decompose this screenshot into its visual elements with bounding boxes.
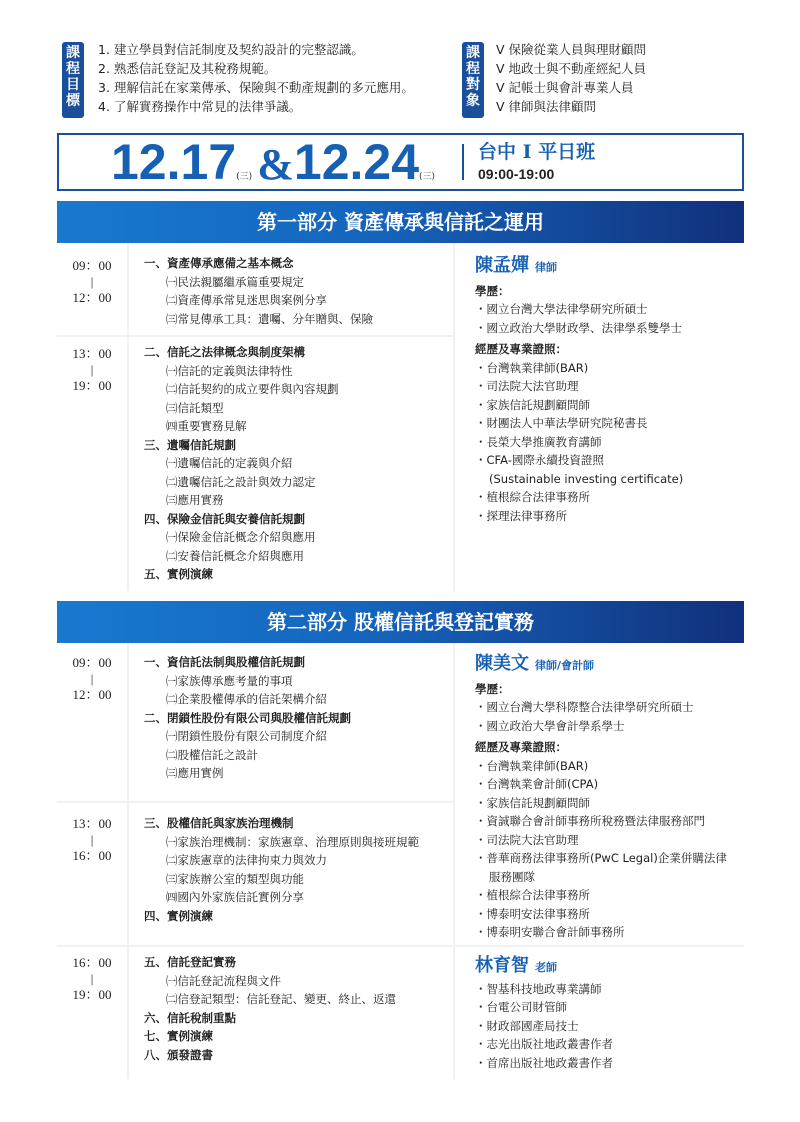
speaker-title: 律師 — [535, 261, 557, 274]
education-list — [475, 698, 740, 735]
credential-item: ・智基科技地政專業講師 — [475, 981, 602, 996]
audience-item: V 律師與法律顧問 — [496, 99, 597, 114]
class-name: 台中 I 平日班 — [478, 141, 596, 163]
part1-speaker — [475, 257, 735, 525]
credential-item: ・國立台灣大學科際整合法律學研究所碩士 — [475, 700, 694, 714]
credential-item: ・志光出版社地政叢書作者 — [475, 1037, 613, 1051]
credential-item: ・台灣執業律師(BAR) — [475, 360, 589, 375]
date-1: 12.17 — [111, 134, 237, 190]
topic-heading: 四、保險金信託與安養信託規劃 — [144, 511, 305, 526]
part1-section — [57, 243, 744, 591]
topic-subitem: ㈡信登記類型：信託登記、變更、終止、返還 — [166, 992, 396, 1006]
credential-item: ・博泰明安法律事務所 — [475, 906, 590, 921]
speaker-title: 老師 — [535, 961, 557, 974]
topic-heading: 七、實例演練 — [144, 1029, 213, 1043]
audience-item: V 保險從業人員與理財顧問 — [496, 42, 647, 57]
credential-item: ・植根綜合法律事務所 — [475, 888, 590, 902]
topic-heading: 二、閉鎖性股份有限公司與股權信託規劃 — [144, 710, 351, 725]
topic-subitem: ㈢應用實務 — [166, 493, 224, 507]
topic-subitem: ㈠信託登記流程與文件 — [166, 973, 281, 988]
part2-banner: 第二部分 股權信託與登記實務 — [57, 601, 744, 643]
credential-item: ・司法院大法官助理 — [475, 379, 579, 393]
part1-am-topics — [144, 254, 444, 328]
credential-item: ・台灣執業律師(BAR) — [475, 758, 589, 773]
part1-pm-time — [62, 346, 122, 394]
speaker-name: 陳孟嬋 — [475, 255, 529, 276]
speaker-name: 陳美文 — [475, 653, 529, 674]
topic-subitem: ㈠閉鎖性股份有限公司制度介紹 — [166, 729, 327, 743]
experience-label: 經歷及專業證照： — [475, 342, 567, 356]
part2-s2-time — [62, 816, 122, 864]
credential-item: ・家族信託規劃顧問師 — [475, 397, 590, 412]
goals-label: 課程目標 — [62, 42, 84, 118]
topic-heading: 五、實例演練 — [144, 567, 213, 581]
credential-item: ・CFA-國際永續投資證照 — [475, 453, 604, 467]
topic-subitem: ㈡家族憲章的法律拘束力與效力 — [166, 853, 327, 867]
time-start: 13：00 — [72, 346, 112, 361]
part2-speaker1 — [475, 655, 740, 942]
topic-heading: 一、資產傳承應備之基本概念 — [144, 256, 294, 270]
part1-am-time — [62, 258, 122, 306]
topic-subitem: ㈢家族辦公室的類型與功能 — [166, 871, 304, 886]
part2-s1-time — [62, 655, 122, 703]
time-separator: | — [90, 362, 94, 377]
speaker-credentials-list — [475, 980, 740, 1073]
part2-s3-time — [62, 955, 122, 1003]
goal-item: 4. 了解實務操作中常見的法律爭議。 — [98, 99, 302, 114]
credential-item: ・財團法人中華法學研究院秘書長 — [475, 416, 648, 430]
credential-item: ・博泰明安聯合會計師事務所 — [475, 925, 625, 939]
time-separator: | — [90, 971, 94, 986]
topic-heading: 四、實例演練 — [144, 908, 213, 923]
topic-heading: 二、信託之法律概念與制度架構 — [144, 345, 305, 359]
topic-heading: 五、信託登記實務 — [144, 955, 236, 969]
time-start: 16：00 — [72, 955, 112, 970]
topic-subitem: ㈡資產傳承常見迷思與案例分享 — [166, 293, 327, 307]
time-start: 09：00 — [72, 258, 112, 273]
topic-subitem: ㈡安養信託概念介紹與應用 — [166, 548, 304, 563]
time-end: 19：00 — [72, 987, 112, 1002]
credential-item: ・家族信託規劃顧問師 — [475, 795, 590, 810]
weekday-2: (三) — [419, 172, 436, 182]
credential-item: ・台灣執業會計師(CPA) — [475, 777, 599, 791]
audience-item: V 記帳士與會計專業人員 — [496, 80, 634, 95]
topic-subitem: ㈡企業股權傳承的信託架構介紹 — [166, 692, 327, 706]
class-time: 09:00-19:00 — [478, 166, 555, 182]
topic-subitem: ㈠保險金信託概念介紹與應用 — [166, 530, 316, 544]
credential-item: ・台電公司財管師 — [475, 1000, 567, 1014]
credential-item: ・國立政治大學財政學、法律學系雙學士 — [475, 320, 682, 335]
part2-section — [57, 643, 744, 1079]
goals-list — [98, 40, 458, 116]
time-separator: | — [90, 832, 94, 847]
topic-heading: 八、頒發證書 — [144, 1047, 213, 1062]
topic-subitem: ㈠家族治理機制：家族憲章、治理原則與接班規範 — [166, 834, 419, 849]
part1-pm-topics — [144, 343, 444, 584]
time-separator: | — [90, 671, 94, 686]
time-start: 13：00 — [72, 816, 112, 831]
experience-list — [475, 359, 735, 526]
topic-subitem: ㈡股權信託之設計 — [166, 747, 258, 762]
part2-s3-topics — [144, 953, 444, 1064]
goal-item: 1. 建立學員對信託制度及契約設計的完整認識。 — [98, 42, 364, 57]
topic-subitem: ㈣國內外家族信託實例分享 — [166, 890, 304, 904]
education-label: 學歷： — [475, 681, 510, 696]
credential-item: ・首席出版社地政叢書作者 — [475, 1055, 613, 1070]
audience-item: V 地政士與不動產經紀人員 — [496, 61, 647, 76]
credential-item: ・植根綜合法律事務所 — [475, 490, 590, 504]
speaker-name: 林育智 — [475, 955, 529, 976]
topic-subitem: ㈠遺囑信託的定義與介紹 — [166, 456, 293, 470]
speaker-title: 律師/會計師 — [535, 659, 595, 672]
goal-item: 2. 熟悉信託登記及其稅務規範。 — [98, 61, 277, 76]
topic-subitem: ㈢應用實例 — [166, 766, 224, 780]
part2-s1-topics — [144, 653, 444, 783]
topic-heading: 三、股權信託與家族治理機制 — [144, 816, 294, 830]
part2-s2-topics — [144, 814, 444, 925]
experience-list — [475, 757, 740, 942]
part1-banner: 第一部分 資產傳承與信託之運用 — [57, 201, 744, 243]
topic-subitem: ㈡遺囑信託之設計與效力認定 — [166, 474, 316, 489]
time-end: 19：00 — [72, 378, 112, 393]
date-2: 12.24 — [293, 134, 420, 190]
part2-speaker2 — [475, 957, 740, 1072]
credential-item: ・普華商務法律事務所(PwC Legal)企業併購法律 — [475, 851, 727, 865]
credential-item: ・資誠聯合會計師事務所稅務暨法律服務部門 — [475, 814, 705, 828]
topic-heading: 一、資信託法制與股權信託規劃 — [144, 655, 305, 669]
credential-item: 服務團隊 — [489, 869, 535, 884]
topic-subitem: ㈣重要實務見解 — [166, 419, 247, 433]
topic-subitem: ㈢常見傳承工具：遺囑、分年贈與、保險 — [166, 311, 373, 326]
goal-item: 3. 理解信託在家業傳承、保險與不動產規劃的多元應用。 — [98, 80, 414, 95]
audience-label: 課程對象 — [462, 42, 484, 118]
credential-item: ・探理法律事務所 — [475, 508, 567, 523]
time-end: 16：00 — [72, 848, 112, 863]
time-end: 12：00 — [72, 290, 112, 305]
topic-subitem: ㈠家族傳承應考量的事項 — [166, 673, 293, 688]
topic-heading: 六、信託稅制重點 — [144, 1010, 236, 1025]
weekday-1: (三) — [236, 172, 253, 182]
schedule-dates — [111, 134, 436, 190]
schedule-box — [57, 133, 744, 191]
education-list — [475, 300, 735, 337]
date-divider — [462, 144, 464, 180]
credential-item: ・國立台灣大學法律學研究所碩士 — [475, 302, 648, 316]
credential-item: (Sustainable investing certificate) — [489, 471, 684, 486]
topic-heading: 三、遺囑信託規劃 — [144, 437, 236, 452]
topic-subitem: ㈡信託契約的成立要件與內容規劃 — [166, 382, 339, 396]
audience-list — [496, 40, 736, 116]
time-separator: | — [90, 274, 94, 289]
topic-subitem: ㈠信託的定義與法律特性 — [166, 363, 293, 378]
credential-item: ・財政部國產局技士 — [475, 1018, 579, 1033]
education-label: 學歷： — [475, 283, 510, 298]
credential-item: ・國立政治大學會計學系學士 — [475, 718, 625, 733]
topic-subitem: ㈢信託類型 — [166, 400, 224, 415]
time-start: 09：00 — [72, 655, 112, 670]
date-ampersand: & — [257, 140, 294, 189]
topic-subitem: ㈠民法親屬繼承篇重要規定 — [166, 274, 304, 289]
experience-label: 經歷及專業證照： — [475, 740, 567, 754]
time-end: 12：00 — [72, 687, 112, 702]
credential-item: ・長榮大學推廣教育講師 — [475, 434, 602, 449]
credential-item: ・司法院大法官助理 — [475, 832, 579, 847]
